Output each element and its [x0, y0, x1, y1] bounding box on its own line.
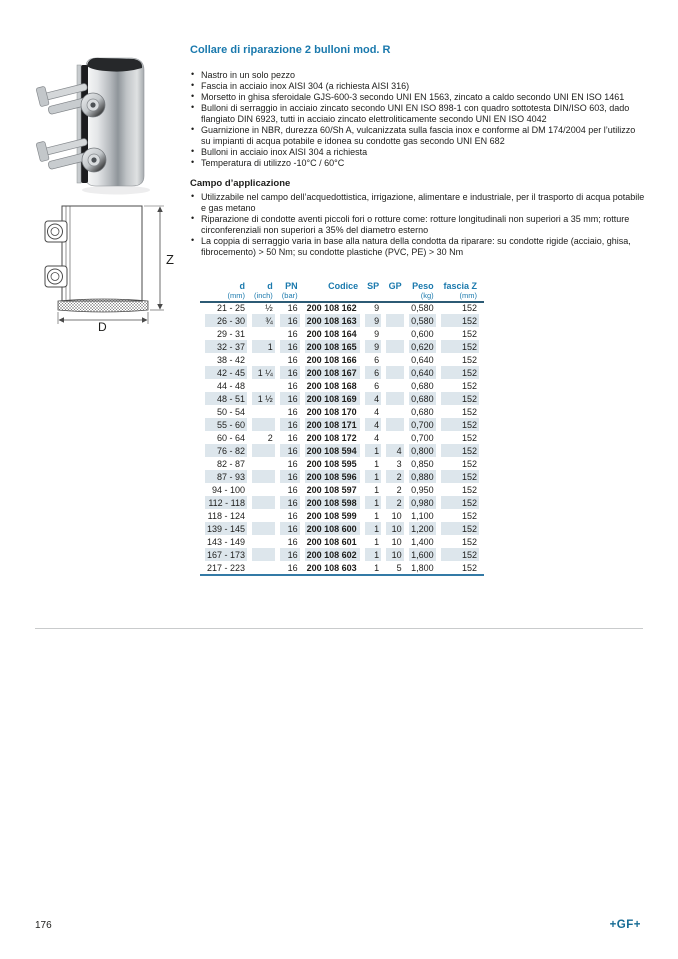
main-content — [190, 44, 646, 574]
table-cell: 200 108 596 — [305, 470, 360, 483]
table-cell — [386, 314, 404, 327]
table-cell: 82 - 87 — [217, 458, 246, 469]
list-item-text: Bulloni in acciaio inox AISI 304 a richiesta — [201, 147, 368, 157]
table-cell: 16 — [287, 562, 298, 573]
table-cell: 9 — [365, 314, 381, 327]
bullet-icon: • — [191, 80, 195, 90]
table-cell: 10 — [386, 522, 404, 535]
table-cell: 21 - 25 — [217, 302, 246, 313]
table-cell: 1 — [374, 510, 380, 521]
table-cell: 143 - 149 — [207, 536, 246, 547]
table-cell: 200 108 602 — [305, 548, 360, 561]
table-row — [205, 496, 479, 509]
table-cell: 1 — [365, 470, 381, 483]
table-cell: 16 — [287, 432, 298, 443]
table-cell: 0,950 — [411, 484, 434, 495]
table-row — [205, 353, 479, 366]
table-cell: 16 — [287, 302, 298, 313]
table-cell: 200 108 171 — [305, 418, 360, 431]
table-cell: 16 — [280, 470, 300, 483]
table-row — [205, 561, 479, 574]
table-cell: 6 — [365, 366, 381, 379]
page-number: 176 — [35, 920, 52, 931]
table-cell: 87 - 93 — [205, 470, 247, 483]
table-row — [205, 509, 479, 522]
table-cell — [386, 353, 404, 366]
table-row — [205, 548, 479, 561]
list-item-text: La coppia di serraggio varia in base alla natura della condotta da riparare: su condotte rigide (acciaio, ghisa, fibrocemento) > 50 Nm; su condotte plastiche (PVC, PE) > 30 Nm — [201, 236, 631, 257]
column-unit: (mm) — [459, 291, 477, 300]
table-cell: 16 — [280, 444, 300, 457]
table-cell: 1 ½ — [252, 392, 275, 405]
table-cell: 4 — [374, 432, 380, 443]
dim-label-d: D — [98, 320, 107, 332]
table-cell — [252, 483, 275, 496]
table-cell: ½ — [265, 302, 273, 313]
table-cell: 1,800 — [411, 562, 434, 573]
table-cell — [252, 418, 275, 431]
table-cell: 152 — [441, 392, 479, 405]
list-item — [190, 192, 646, 214]
table-row — [205, 483, 479, 496]
table-row — [205, 405, 479, 418]
table-cell: 0,980 — [409, 496, 436, 509]
table-cell: 200 108 597 — [306, 484, 357, 495]
list-item — [190, 214, 646, 236]
technical-drawing — [28, 200, 178, 332]
table-cell: 200 108 598 — [305, 496, 360, 509]
table-cell: 1 — [365, 444, 381, 457]
table-row — [205, 470, 479, 483]
bullet-icon: • — [191, 146, 195, 156]
table-cell: 0,680 — [411, 380, 434, 391]
column-label: Codice — [328, 281, 359, 291]
table-cell: 200 108 600 — [305, 522, 360, 535]
table-cell: 200 108 594 — [305, 444, 360, 457]
bullet-icon: • — [191, 235, 195, 245]
table-cell: 16 — [287, 354, 298, 365]
table-cell: 1,100 — [411, 510, 434, 521]
table-cell: 9 — [374, 302, 380, 313]
table-cell: 152 — [441, 340, 479, 353]
table-cell: 0,600 — [411, 328, 434, 339]
table-cell: 200 108 601 — [306, 536, 357, 547]
table-cell: 2 — [267, 432, 273, 443]
table-cell: 10 — [391, 510, 402, 521]
spec-table — [200, 277, 484, 574]
column-unit: (mm) — [227, 291, 246, 300]
bullet-icon: • — [191, 213, 195, 223]
table-cell: 16 — [287, 536, 298, 547]
table-cell: 0,620 — [409, 340, 436, 353]
table-cell: 152 — [461, 328, 477, 339]
list-item-text: Riparazione di condotte aventi piccoli fori o rotture come: rotture longitudinali non superiori a 35 mm; rotture circonferenziali non superiori a 35% del diametro esterno — [201, 214, 630, 235]
table-cell: 217 - 223 — [207, 562, 246, 573]
table-cell: 0,680 — [411, 406, 434, 417]
table-cell: 139 - 145 — [207, 523, 246, 534]
column-label: fascia Z — [443, 281, 477, 291]
table-cell: 16 — [280, 522, 300, 535]
table-cell: 16 — [280, 548, 300, 561]
table-cell: 9 — [365, 340, 381, 353]
table-cell: 76 - 82 — [205, 444, 247, 457]
table-cell: 2 — [386, 496, 404, 509]
column-label: PN — [285, 281, 298, 291]
table-cell: 152 — [461, 458, 477, 469]
table-row — [205, 431, 479, 444]
table-cell: 29 - 31 — [217, 328, 246, 339]
table-cell — [252, 522, 275, 535]
table-cell: 60 - 64 — [217, 432, 246, 443]
table-cell: 200 108 595 — [306, 458, 357, 469]
table-cell: 0,850 — [411, 458, 434, 469]
table-cell: 152 — [461, 510, 477, 521]
table-cell — [386, 405, 404, 418]
table-cell: 44 - 48 — [217, 380, 246, 391]
table-cell: 2 — [386, 470, 404, 483]
table-cell: 1 — [252, 340, 275, 353]
table-cell: 16 — [280, 340, 300, 353]
table-cell: 200 108 168 — [306, 380, 357, 391]
table-cell: 42 - 45 — [205, 366, 247, 379]
table-cell: 2 — [396, 484, 402, 495]
column-label: SP — [367, 281, 380, 291]
table-cell: 1 — [374, 458, 380, 469]
table-cell: 0,700 — [409, 418, 436, 431]
table-cell — [252, 561, 275, 574]
list-item-text: Guarnizione in NBR, durezza 60/Sh A, vulcanizzata sulla fascia inox e conforme al DM 174/2004 per l’utilizzo su impianti di acqua potabile e idonea su condotte gas secondo UNI EN 682 — [201, 125, 636, 146]
table-cell — [252, 379, 275, 392]
table-cell — [252, 470, 275, 483]
dim-label-z: Z — [166, 252, 174, 267]
table-cell: 16 — [287, 484, 298, 495]
bullet-icon: • — [191, 69, 195, 79]
table-cell: 0,640 — [411, 354, 434, 365]
table-bottom-rule — [200, 574, 484, 576]
table-cell: 200 108 167 — [305, 366, 360, 379]
table-cell: 3 — [396, 458, 402, 469]
column-unit — [365, 291, 381, 301]
table-cell: 10 — [386, 548, 404, 561]
table-cell: 200 108 169 — [305, 392, 360, 405]
table-cell: 152 — [461, 562, 477, 573]
column-label: Peso — [412, 281, 434, 291]
gf-logo: +GF+ — [609, 919, 641, 931]
table-cell: 1,600 — [409, 548, 436, 561]
table-cell — [386, 392, 404, 405]
table-cell: 9 — [374, 328, 380, 339]
table-cell: 6 — [374, 380, 380, 391]
table-cell: 55 - 60 — [205, 418, 247, 431]
table-cell: 5 — [396, 562, 402, 573]
list-item — [190, 92, 646, 103]
table-cell — [252, 327, 275, 340]
table-cell — [386, 327, 404, 340]
table-cell — [386, 340, 404, 353]
bullet-icon: • — [191, 191, 195, 201]
table-cell — [252, 509, 275, 522]
table-cell: 167 - 173 — [207, 549, 246, 560]
column-label: d — [239, 281, 246, 291]
table-cell: 200 108 603 — [306, 562, 357, 573]
table-row — [205, 444, 479, 457]
table-cell: 4 — [386, 444, 404, 457]
table-row — [205, 379, 479, 392]
spec-table-wrap — [200, 277, 484, 574]
table-cell — [252, 405, 275, 418]
table-cell: 10 — [391, 536, 402, 547]
table-cell: 16 — [280, 418, 300, 431]
table-cell: ¾ — [252, 314, 275, 327]
list-item — [190, 125, 646, 147]
table-cell: 16 — [287, 380, 298, 391]
table-cell: 16 — [280, 366, 300, 379]
footer-divider — [35, 628, 643, 629]
table-cell: 118 - 124 — [207, 510, 246, 521]
table-cell: 0,680 — [409, 392, 436, 405]
table-cell: 152 — [461, 536, 477, 547]
table-cell: 16 — [287, 510, 298, 521]
table-row — [205, 522, 479, 535]
repair-collar-photo — [30, 52, 154, 198]
list-item-text: Temperatura di utilizzo -10°C / 60°C — [201, 158, 345, 168]
table-cell — [386, 418, 404, 431]
table-cell: 1 — [365, 522, 381, 535]
list-item-text: Utilizzabile nel campo dell’acquedottistica, irrigazione, alimentare e industriale, per il trasporto di acqua potabile e gas metano — [201, 192, 645, 213]
table-cell: 152 — [441, 314, 479, 327]
table-cell: 1 — [374, 562, 380, 573]
spec-table-head — [205, 277, 479, 301]
table-cell: 48 - 51 — [205, 392, 247, 405]
table-cell: 152 — [461, 484, 477, 495]
spec-table-body — [205, 301, 479, 574]
table-cell: 112 - 118 — [205, 496, 247, 509]
table-cell: 152 — [441, 496, 479, 509]
dimension-drawing — [28, 200, 178, 332]
list-item — [190, 103, 646, 125]
table-cell: 16 — [280, 496, 300, 509]
list-item-text: Morsetto in ghisa sferoidale GJS-600-3 secondo UNI EN 1563, zincato a caldo secondo UNI EN ISO 1461 — [201, 92, 625, 102]
table-cell: 200 108 165 — [305, 340, 360, 353]
table-cell: 152 — [441, 522, 479, 535]
table-cell: 4 — [365, 418, 381, 431]
table-cell: 1 — [374, 484, 380, 495]
table-cell: 152 — [461, 302, 477, 313]
list-item — [190, 236, 646, 258]
table-cell: 152 — [461, 380, 477, 391]
table-row — [205, 340, 479, 353]
list-item-text: Bulloni di serraggio in acciaio zincato secondo UNI EN ISO 898-1 con quadro sottotesta DIN/ISO 603, dado flangiato DIN 6923, tutti in acciaio zincato elettroliticamente secondo UNI EN ISO 4042 — [201, 103, 630, 124]
column-label: d — [267, 281, 273, 291]
table-cell: 0,700 — [411, 432, 434, 443]
table-header-row — [205, 277, 479, 291]
table-row — [205, 366, 479, 379]
table-cell — [252, 444, 275, 457]
table-header-row — [205, 291, 479, 301]
bullet-icon: • — [191, 157, 195, 167]
table-cell — [252, 535, 275, 548]
table-cell: 152 — [441, 444, 479, 457]
table-cell: 200 108 170 — [306, 406, 357, 417]
table-cell: 200 108 162 — [306, 302, 357, 313]
table-row — [205, 327, 479, 340]
table-row — [205, 314, 479, 327]
page-title: Collare di riparazione 2 bulloni mod. R — [190, 44, 391, 56]
table-cell: 200 108 172 — [306, 432, 357, 443]
bullet-icon: • — [191, 102, 195, 112]
list-item — [190, 70, 646, 81]
column-unit: (inch) — [254, 291, 273, 300]
table-cell: 16 — [280, 314, 300, 327]
table-cell: 1 — [365, 496, 381, 509]
application-list — [190, 192, 646, 258]
table-cell: 200 108 166 — [306, 354, 357, 365]
features-list — [190, 70, 646, 169]
table-cell: 0,640 — [409, 366, 436, 379]
list-item — [190, 81, 646, 92]
table-cell: 38 - 42 — [217, 354, 246, 365]
table-cell — [386, 431, 404, 444]
application-heading: Campo d’applicazione — [190, 178, 291, 189]
table-cell: 0,800 — [409, 444, 436, 457]
column-unit: (kg) — [420, 291, 434, 300]
table-cell: 4 — [374, 406, 380, 417]
table-row — [205, 457, 479, 470]
table-cell: 50 - 54 — [217, 406, 246, 417]
list-item — [190, 147, 646, 158]
table-cell: 152 — [461, 406, 477, 417]
bullet-icon: • — [191, 124, 195, 134]
column-unit — [305, 291, 360, 301]
table-cell: 0,580 — [411, 302, 434, 313]
table-row — [205, 392, 479, 405]
table-cell: 4 — [365, 392, 381, 405]
table-cell: 152 — [441, 548, 479, 561]
column-label: GP — [388, 281, 402, 291]
table-cell: 1 — [365, 548, 381, 561]
table-cell: 152 — [441, 470, 479, 483]
table-cell — [252, 548, 275, 561]
table-cell: 94 - 100 — [212, 484, 246, 495]
table-cell: 16 — [280, 392, 300, 405]
list-item-text: Fascia in acciaio inox AISI 304 (a richiesta AISI 316) — [201, 81, 410, 91]
table-cell — [386, 366, 404, 379]
table-cell: 26 - 30 — [205, 314, 247, 327]
column-unit: (bar) — [281, 291, 298, 300]
table-cell: 6 — [374, 354, 380, 365]
table-cell — [386, 379, 404, 392]
table-cell: 16 — [287, 406, 298, 417]
bullet-icon: • — [191, 91, 195, 101]
table-header-rule — [200, 301, 484, 303]
table-cell: 152 — [441, 418, 479, 431]
table-cell: 1,400 — [411, 536, 434, 547]
table-row — [205, 535, 479, 548]
table-cell — [252, 353, 275, 366]
table-cell: 1,200 — [409, 522, 436, 535]
product-photo — [30, 52, 154, 198]
table-cell: 16 — [287, 458, 298, 469]
table-cell: 16 — [287, 328, 298, 339]
table-row — [205, 418, 479, 431]
table-cell: 152 — [441, 366, 479, 379]
table-cell: 200 108 599 — [306, 510, 357, 521]
list-item — [190, 158, 646, 169]
table-cell: 1 ¼ — [252, 366, 275, 379]
table-cell: 152 — [461, 432, 477, 443]
list-item-text: Nastro in un solo pezzo — [201, 70, 296, 80]
table-cell — [252, 496, 275, 509]
table-cell: 0,580 — [409, 314, 436, 327]
table-cell: 1 — [374, 536, 380, 547]
table-cell: 152 — [461, 354, 477, 365]
table-cell: 200 108 164 — [306, 328, 357, 339]
table-cell: 32 - 37 — [205, 340, 247, 353]
table-cell — [252, 457, 275, 470]
table-cell: 0,880 — [409, 470, 436, 483]
column-unit — [386, 291, 404, 301]
table-cell: 200 108 163 — [305, 314, 360, 327]
